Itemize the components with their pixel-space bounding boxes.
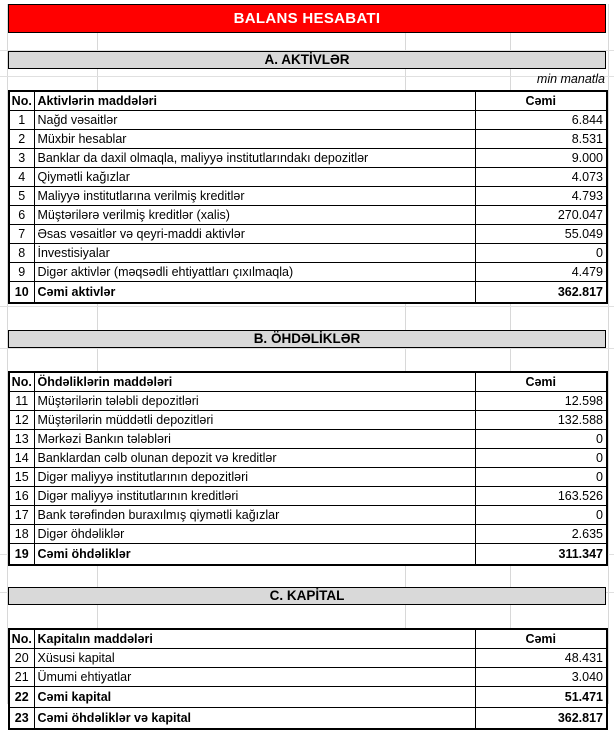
row-number: 3 bbox=[9, 149, 34, 168]
row-number: 20 bbox=[9, 649, 34, 668]
table-row bbox=[9, 411, 607, 430]
table-row bbox=[9, 263, 607, 282]
table-row bbox=[9, 468, 607, 487]
gridline-horizontal bbox=[0, 306, 614, 307]
section-heading-aktivler bbox=[8, 51, 606, 69]
row-item-label: İnvestisiyalar bbox=[34, 244, 475, 263]
table-header-row bbox=[9, 629, 607, 649]
col-header-no: No. bbox=[9, 91, 34, 111]
row-number: 19 bbox=[9, 544, 34, 566]
row-value: 0 bbox=[475, 468, 607, 487]
report-title-bar bbox=[8, 4, 606, 33]
table-row bbox=[9, 244, 607, 263]
row-item-label: Cəmi aktivlər bbox=[34, 282, 475, 304]
table-header-row bbox=[9, 372, 607, 392]
row-value: 0 bbox=[475, 244, 607, 263]
row-number: 17 bbox=[9, 506, 34, 525]
col-header-item: Aktivlərin maddələri bbox=[34, 91, 475, 111]
row-number: 11 bbox=[9, 392, 34, 411]
col-header-total: Cəmi bbox=[475, 629, 607, 649]
row-item-label: Digər maliyyə institutlarının kreditləri bbox=[34, 487, 475, 506]
row-value: 362.817 bbox=[475, 282, 607, 304]
row-item-label: Mərkəzi Bankın tələbləri bbox=[34, 430, 475, 449]
row-item-label: Cəmi öhdəliklər bbox=[34, 544, 475, 566]
row-value: 51.471 bbox=[475, 687, 607, 708]
capital-table bbox=[8, 628, 608, 730]
row-value: 311.347 bbox=[475, 544, 607, 566]
row-number: 2 bbox=[9, 130, 34, 149]
row-value: 0 bbox=[475, 449, 607, 468]
table-row bbox=[9, 506, 607, 525]
col-header-no: No. bbox=[9, 372, 34, 392]
row-number: 6 bbox=[9, 206, 34, 225]
row-value: 3.040 bbox=[475, 668, 607, 687]
row-number: 9 bbox=[9, 263, 34, 282]
row-value: 9.000 bbox=[475, 149, 607, 168]
row-value: 0 bbox=[475, 430, 607, 449]
row-value: 362.817 bbox=[475, 708, 607, 730]
gridline-vertical bbox=[608, 4, 609, 704]
row-number: 15 bbox=[9, 468, 34, 487]
unit-note bbox=[8, 69, 606, 90]
table-row bbox=[9, 687, 607, 708]
row-number: 21 bbox=[9, 668, 34, 687]
gridline-horizontal bbox=[0, 348, 614, 349]
row-number: 14 bbox=[9, 449, 34, 468]
row-number: 1 bbox=[9, 111, 34, 130]
table-row bbox=[9, 544, 607, 566]
table-row bbox=[9, 225, 607, 244]
row-item-label: Qiymətli kağızlar bbox=[34, 168, 475, 187]
row-item-label: Xüsusi kapital bbox=[34, 649, 475, 668]
row-number: 7 bbox=[9, 225, 34, 244]
col-header-item: Kapitalın maddələri bbox=[34, 629, 475, 649]
unit-note-label: min manatla bbox=[536, 72, 605, 86]
row-value: 4.073 bbox=[475, 168, 607, 187]
row-value: 55.049 bbox=[475, 225, 607, 244]
section-heading-kapital bbox=[8, 587, 606, 605]
row-item-label: Əsas vəsaitlər və qeyri-maddi aktivlər bbox=[34, 225, 475, 244]
table-row bbox=[9, 168, 607, 187]
table-row bbox=[9, 449, 607, 468]
row-item-label: Müştərilərə verilmiş kreditlər (xalis) bbox=[34, 206, 475, 225]
row-number: 22 bbox=[9, 687, 34, 708]
table-row bbox=[9, 206, 607, 225]
section-heading-label: C. KAPİTAL bbox=[269, 588, 345, 603]
row-item-label: Bank tərəfindən buraxılmış qiymətli kağızlar bbox=[34, 506, 475, 525]
row-number: 12 bbox=[9, 411, 34, 430]
assets-table bbox=[8, 90, 608, 304]
table-row bbox=[9, 708, 607, 730]
row-item-label: Banklardan cəlb olunan depozit və kreditlər bbox=[34, 449, 475, 468]
row-value: 12.598 bbox=[475, 392, 607, 411]
row-item-label: Digər aktivlər (məqsədli ehtiyattları çıxılmaqla) bbox=[34, 263, 475, 282]
table-row bbox=[9, 649, 607, 668]
row-item-label: Maliyyə institutlarına verilmiş kreditlər bbox=[34, 187, 475, 206]
table-row bbox=[9, 668, 607, 687]
row-value: 4.479 bbox=[475, 263, 607, 282]
row-value: 4.793 bbox=[475, 187, 607, 206]
row-value: 8.531 bbox=[475, 130, 607, 149]
row-item-label: Nağd vəsaitlər bbox=[34, 111, 475, 130]
row-item-label: Müxbir hesablar bbox=[34, 130, 475, 149]
row-item-label: Cəmi öhdəliklər və kapital bbox=[34, 708, 475, 730]
table-row bbox=[9, 525, 607, 544]
row-value: 2.635 bbox=[475, 525, 607, 544]
table-row bbox=[9, 149, 607, 168]
col-header-total: Cəmi bbox=[475, 91, 607, 111]
row-value: 163.526 bbox=[475, 487, 607, 506]
row-number: 18 bbox=[9, 525, 34, 544]
row-item-label: Banklar da daxil olmaqla, maliyyə institutlarındakı depozitlər bbox=[34, 149, 475, 168]
section-heading-label: B. ÖHDƏLİKLƏR bbox=[253, 331, 361, 346]
row-value: 48.431 bbox=[475, 649, 607, 668]
row-item-label: Cəmi kapital bbox=[34, 687, 475, 708]
row-number: 8 bbox=[9, 244, 34, 263]
table-row bbox=[9, 430, 607, 449]
table-row bbox=[9, 392, 607, 411]
row-item-label: Müştərilərin müddətli depozitləri bbox=[34, 411, 475, 430]
row-item-label: Digər maliyyə institutlarının depozitləri bbox=[34, 468, 475, 487]
table-row bbox=[9, 130, 607, 149]
table-header-row bbox=[9, 91, 607, 111]
row-number: 13 bbox=[9, 430, 34, 449]
table-row bbox=[9, 187, 607, 206]
row-number: 16 bbox=[9, 487, 34, 506]
row-value: 0 bbox=[475, 506, 607, 525]
row-value: 270.047 bbox=[475, 206, 607, 225]
section-heading-label: A. AKTİVLƏR bbox=[264, 52, 350, 67]
section-heading-ohdelikler bbox=[8, 330, 606, 348]
table-row bbox=[9, 282, 607, 304]
row-value: 132.588 bbox=[475, 411, 607, 430]
row-number: 5 bbox=[9, 187, 34, 206]
row-item-label: Ümumi ehtiyatlar bbox=[34, 668, 475, 687]
liabilities-table bbox=[8, 371, 608, 566]
row-number: 4 bbox=[9, 168, 34, 187]
balance-sheet-page bbox=[0, 4, 614, 725]
row-number: 10 bbox=[9, 282, 34, 304]
col-header-no: No. bbox=[9, 629, 34, 649]
table-row bbox=[9, 111, 607, 130]
row-item-label: Müştərilərin tələbli depozitləri bbox=[34, 392, 475, 411]
report-title: BALANS HESABATI bbox=[233, 10, 381, 27]
table-row bbox=[9, 487, 607, 506]
row-item-label: Digər öhdəliklər bbox=[34, 525, 475, 544]
col-header-total: Cəmi bbox=[475, 372, 607, 392]
col-header-item: Öhdəliklərin maddələri bbox=[34, 372, 475, 392]
row-number: 23 bbox=[9, 708, 34, 730]
row-value: 6.844 bbox=[475, 111, 607, 130]
